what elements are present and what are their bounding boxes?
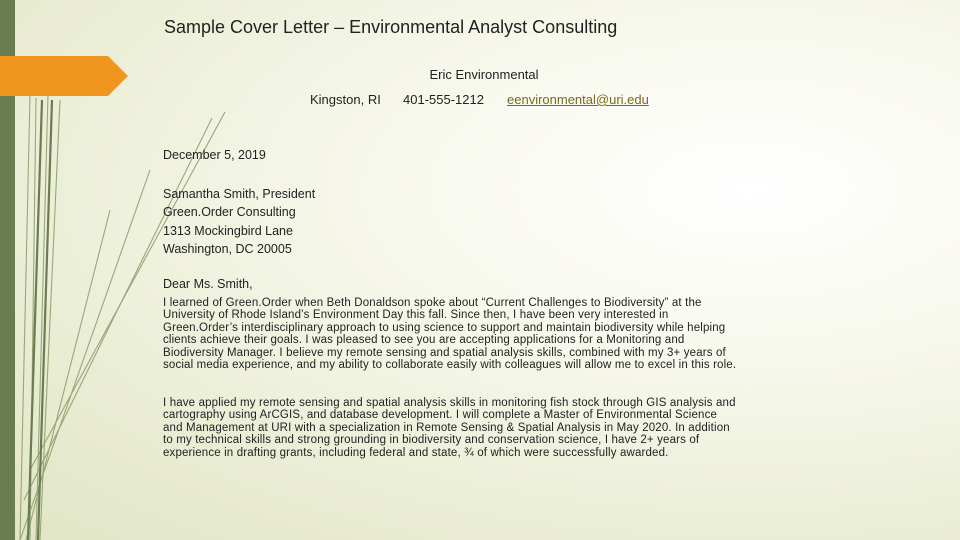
recipient-line: Green.Order Consulting: [163, 205, 296, 220]
paragraph-line: and Management at URI with a specialization in Remote Sensing & Spatial Analysis in May 2020. In addition: [163, 421, 730, 434]
paragraph-line: to my technical skills and strong grounding in biodiversity and conservation science, I have 2+ years of: [163, 434, 700, 447]
paragraph-line: I have applied my remote sensing and spatial analysis skills in monitoring fish stock through GIS analysis and: [163, 397, 736, 409]
paragraph-line: University of Rhode Island’s Environment Day this fall. Since then, I have been very interested in: [163, 309, 669, 322]
salutation: Dear Ms. Smith,: [163, 277, 253, 291]
paragraph-line: Biodiversity Manager. I believe my remote sensing and spatial analysis skills, combined with my 3+ years of: [163, 346, 726, 359]
paragraph-line: cartography using ArCGIS, and database development. I will complete a Master of Environmental Science: [163, 409, 718, 422]
letter-date: December 5, 2019: [163, 148, 266, 162]
paragraph-line: I learned of Green.Order when Beth Donaldson spoke about “Current Challenges to Biodiversity” at the: [163, 297, 702, 309]
sender-phone: 401-555-1212: [403, 92, 484, 107]
recipient-line: Washington, DC 20005: [163, 242, 292, 257]
recipient-address: [163, 185, 315, 259]
paragraph-line: experience in drafting grants, including federal and state, ¾ of which were successfully awarded.: [163, 446, 669, 459]
recipient-line: 1313 Mockingbird Lane: [163, 223, 293, 238]
slide-title: Sample Cover Letter – Environmental Analyst Consulting: [164, 17, 618, 37]
paragraph-2: [163, 397, 803, 459]
paragraph-line: social media experience, and my ability to collaborate easily with colleagues will allow me to excel in this role.: [163, 359, 737, 372]
sender-location: Kingston, RI: [310, 92, 381, 107]
paragraph-line: clients achieve their goals. I was pleased to see you are accepting applications for a Monitoring and: [163, 334, 685, 347]
recipient-line: Samantha Smith, President: [163, 187, 316, 201]
paragraph-1: [163, 297, 803, 371]
sender-name: Eric Environmental: [429, 67, 539, 82]
paragraph-line: Green.Order’s interdisciplinary approach to using science to support and maintain biodiversity while helping: [163, 321, 726, 334]
sender-email-link[interactable]: eenvironmental@uri.edu: [507, 92, 649, 107]
